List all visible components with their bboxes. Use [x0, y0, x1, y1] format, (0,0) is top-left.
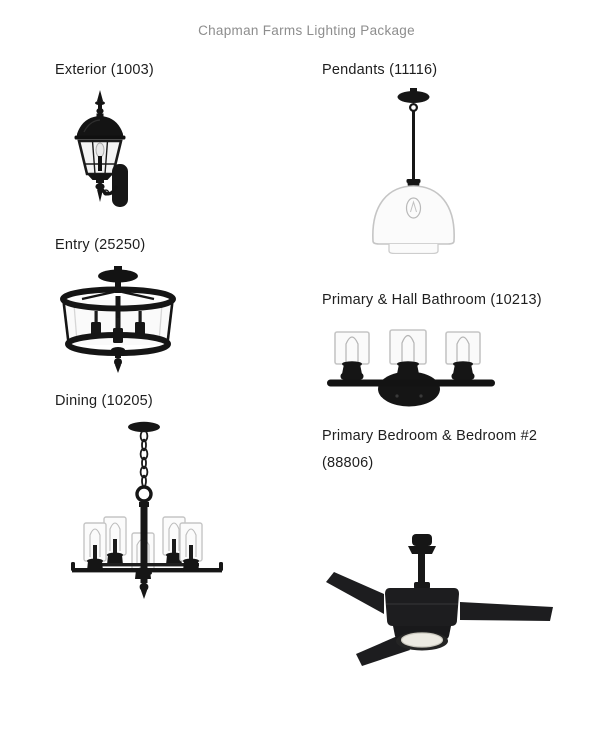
- item-label-dining: Dining (10205): [55, 393, 153, 409]
- clear-glass-dome-pendant-image: [356, 86, 468, 254]
- three-light-vanity-bar-image: [322, 316, 500, 414]
- item-label-bedrooms-line2: (88806): [322, 455, 374, 471]
- semi-flush-drum-cage-light-image: [58, 260, 193, 382]
- outdoor-wall-lantern-image: [62, 86, 190, 230]
- item-label-exterior: Exterior (1003): [55, 62, 154, 78]
- item-label-pendants: Pendants (11116): [322, 62, 438, 78]
- item-label-bedrooms-line1: Primary Bedroom & Bedroom #2: [322, 428, 538, 444]
- item-label-entry: Entry (25250): [55, 237, 146, 253]
- five-light-chandelier-image: [32, 413, 260, 645]
- item-label-bathroom: Primary & Hall Bathroom (10213): [322, 292, 542, 308]
- three-blade-ceiling-fan-image: [310, 492, 602, 702]
- page-title: Chapman Farms Lighting Package: [198, 23, 415, 38]
